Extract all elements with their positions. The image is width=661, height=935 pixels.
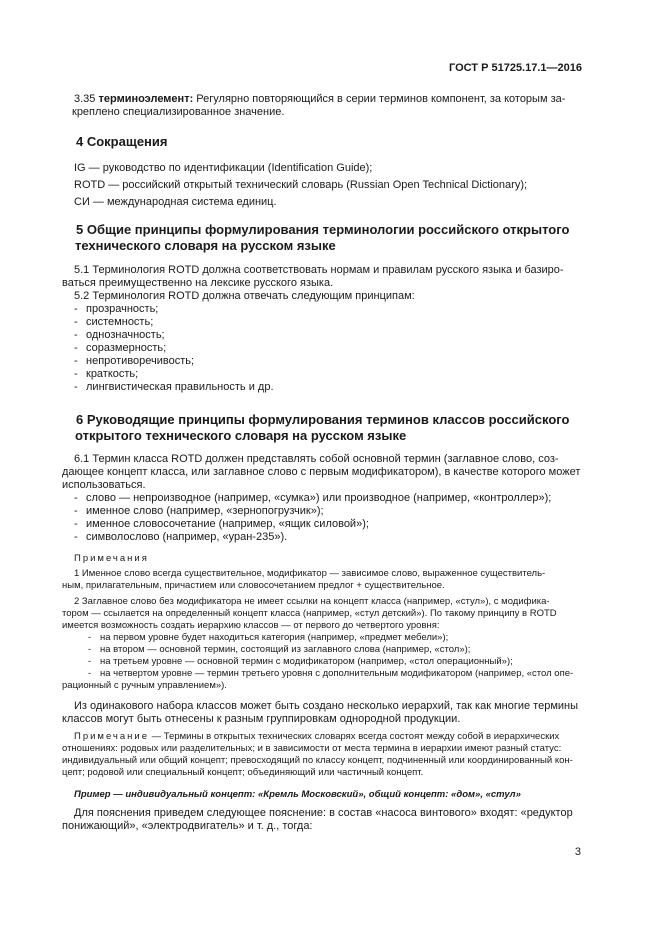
list-item: - однозначность; xyxy=(74,329,587,342)
para-6-hierarchies: Из одинакового набора классов может быть создано несколько иерархий, так как многие термины классов могут быть отнесены к разным группировкам однородной продукции. xyxy=(62,700,579,725)
list-item: - системность; xyxy=(74,316,587,329)
para-5-1: 5.1 Терминология ROTD должна соответствовать нормам и правилам русского языка и базиро- xyxy=(74,264,564,276)
note-1: 1 Именное слово всегда существительное, модификатор — зависимое слово, выраженное существитель- xyxy=(74,568,546,579)
list-item: - именное словосочетание (например, «ящик силовой»); xyxy=(74,518,587,531)
clause-3-35 xyxy=(74,93,587,119)
section-5-body: 5.1 Терминология ROTD должна соответствовать нормам и правилам русского языка и базиро- ваться преимущественно на лексике русского языка. 5.2 Терминология ROTD должна отвечать следующим принципам: - прозрачность; - системность; - однозначность; - соразмерность; - непротиворечивость; - краткость; - лингвистическая правильность и др. xyxy=(74,264,587,394)
list-item: - на третьем уровне — основной термин с модификатором (например, «стол операционный»); xyxy=(88,656,587,668)
list-item: - на втором — основной термин, состоящий из заглавного слова (например, «стол»); xyxy=(88,644,587,656)
list-item: - слово — непроизводное (например, «сумка») или производное (например, «контроллер»); xyxy=(74,492,587,505)
section-5-title: 5 Общие принципы формулирования терминологии российского открытого технического словаря на русском языке xyxy=(75,222,570,253)
term-name: терминоэлемент: xyxy=(98,93,194,105)
notes-label: Примечания xyxy=(74,553,149,564)
note-3: Примечание — Термины в открытых технических словарях всегда состоят между собой в иерархических отношениях: родовых или разделительных; и в зависимости от места термина в иерархии имеют разный статус: индивидуальный или общий концепт; превосходящий по классу концепт, подчиненный или координированный кон- цепт; родовой или специальный концепт; объединяющий или частичный концепт. xyxy=(62,731,573,778)
section-6-title: 6 Руководящие принципы формулирования терминов классов российского открытого технического словаря на русском языке xyxy=(75,412,570,443)
term-types-list xyxy=(74,492,587,544)
note-2: 2 Заглавное слово без модификатора не имеет ссылки на концепт класса (например, «стул»), с модифика- xyxy=(74,596,550,607)
notes-block: Примечания 1 Именное слово всегда существительное, модификатор — зависимое слово, выраженное существитель- ным, прилагательным, причастием или словосочетанием предлог + существительное. 2 Заглавное слово без модификатора не имеет ссылки на концепт класса (например, «стул»), с модифика- тором — ссылается на определенный концепт класса (например, «стул детский»). По такому принципу в ROTD имеется возможность создать иерархию классов — от первого до четвертого уровня: - на первом уровне будет находиться категория (например, «предмет мебели»); - на втором — основной термин, состоящий из заглавного слова (например, «стол»); - на третьем уровне — основной термин с модификатором (например, «стол операционный»); - на четвертом уровне — термин третьего уровня с дополнительным модификатором (например, «стол опе- рационный с ручным управлением»). xyxy=(74,553,587,692)
abbreviation-ig: IG — руководство по идентификации (Identification Guide); xyxy=(74,162,373,174)
note-label: Примечание xyxy=(74,731,149,742)
list-item: - лингвистическая правильность и др. xyxy=(74,381,587,394)
abbreviations-list xyxy=(74,160,587,211)
list-item: - непротиворечивость; xyxy=(74,355,587,368)
section-4-title: 4 Сокращения xyxy=(76,134,168,149)
para-5-2: 5.2 Терминология ROTD должна отвечать следующим принципам: xyxy=(74,290,415,302)
example-line: Пример — индивидуальный концепт: «Кремль Московский», общий концепт: «дом», «стул» xyxy=(74,789,521,800)
abbreviation-rotd: ROTD — российский открытый технический словарь (Russian Open Technical Dictionary); xyxy=(74,179,528,191)
list-item: - на четвертом уровне — термин третьего уровня с дополнительным модификатором (например, «стол опе- xyxy=(88,668,587,680)
list-item: - краткость; xyxy=(74,368,587,381)
document-header: ГОСТ Р 51725.17.1—2016 xyxy=(448,62,582,74)
list-item: - на первом уровне будет находиться категория (например, «предмет мебели»); xyxy=(88,632,587,644)
list-item: - соразмерность; xyxy=(74,342,587,355)
para-6-1: 6.1 Термин класса ROTD должен представлять собой основной термин (заглавное слово, соз- дающее концепт класса, или заглавное слово с первым модификатором), в качестве которого может использоваться. - слово — непроизводное (например, «сумка») или производное (например, «контроллер»); - именное слово (например, «зернопогрузчик»); - именное словосочетание (например, «ящик силовой»); - символослово (например, «уран-235»). xyxy=(74,453,587,544)
list-item: - именное слово (например, «зернопогрузчик»); xyxy=(74,505,587,518)
abbreviation-si: СИ — международная система единиц. xyxy=(74,196,277,208)
hierarchy-levels-list xyxy=(88,632,587,680)
para-explanation: Для пояснения приведем следующее пояснение: в состав «насоса винтового» входят: «редуктор понижающий», «электродвигатель» и т. д., тогда: xyxy=(62,807,573,832)
page-number: 3 xyxy=(574,846,581,858)
clause-text-cont: креплено специализированное значение. xyxy=(72,106,285,118)
list-item: - символослово (например, «уран-235»). xyxy=(74,531,587,544)
list-item: - прозрачность; xyxy=(74,303,587,316)
clause-text: Регулярно повторяющийся в серии терминов компонент, за которым за- xyxy=(193,93,566,105)
principles-list xyxy=(74,303,587,394)
clause-number: 3.35 xyxy=(74,93,96,105)
